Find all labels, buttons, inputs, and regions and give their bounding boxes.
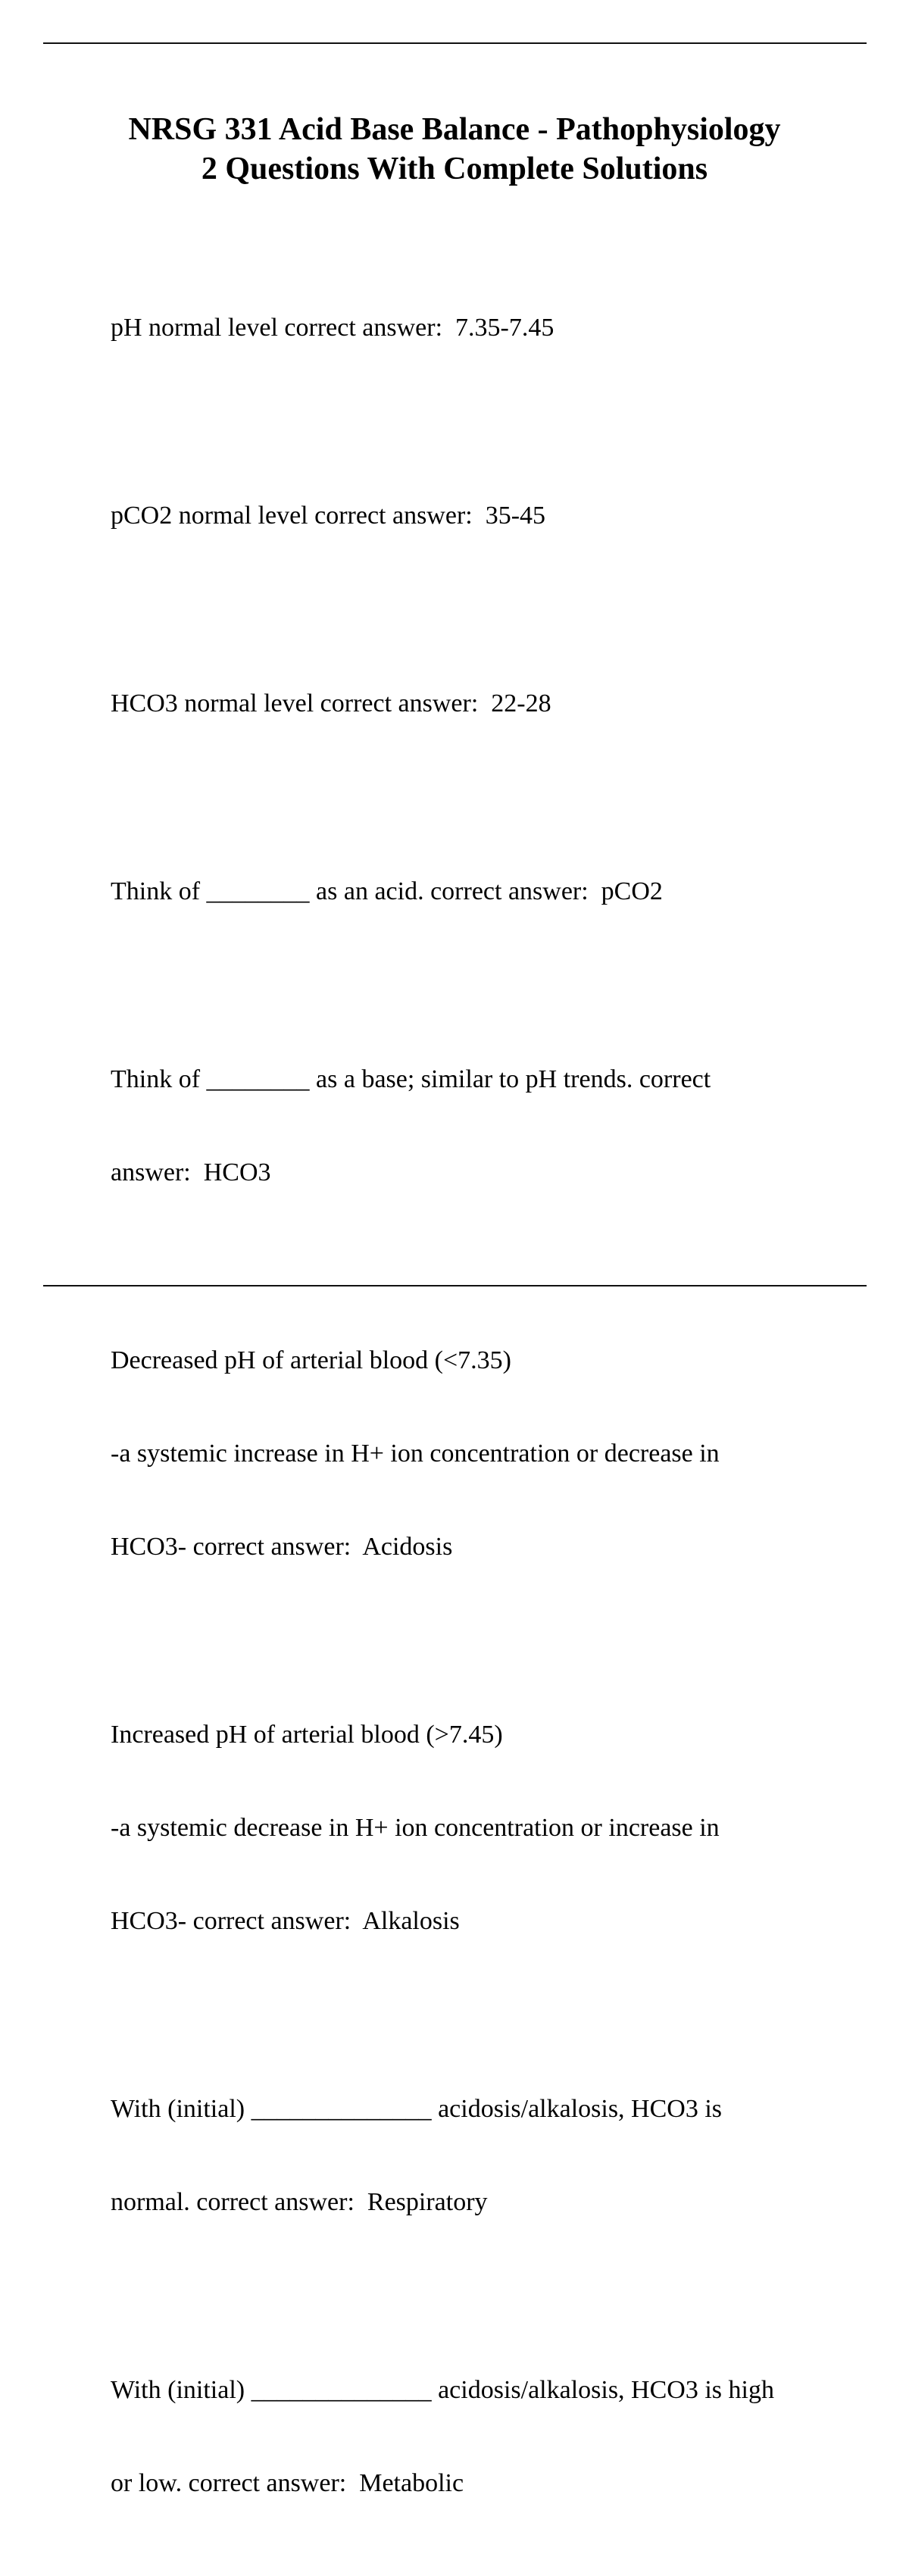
qa-line: -a systemic increase in H+ ion concentration or decrease in — [111, 1440, 720, 1468]
qa-line: -a systemic decrease in H+ ion concentration or increase in — [111, 1814, 720, 1842]
qa-line: HCO3 normal level correct answer: 22-28 — [111, 689, 551, 717]
qa-item — [111, 2031, 838, 2280]
qa-item — [111, 814, 838, 969]
qa-line: answer: HCO3 — [111, 1158, 271, 1186]
qa-line: Think of ________ as a base; similar to pH trends. correct — [111, 1065, 711, 1093]
qa-item — [111, 250, 838, 405]
qa-line: With (initial) ______________ acidosis/alkalosis, HCO3 is — [111, 2095, 723, 2123]
qa-line: or low. correct answer: Metabolic — [111, 2469, 464, 2497]
header-rule — [43, 42, 867, 44]
qa-item — [111, 2312, 838, 2561]
footer-rule — [43, 1285, 867, 1286]
document-title — [76, 110, 833, 189]
qa-line: HCO3- correct answer: Alkalosis — [111, 1907, 460, 1935]
qa-line: Decreased pH of arterial blood (<7.35) — [111, 1346, 511, 1374]
qa-line: pH normal level correct answer: 7.35-7.45 — [111, 314, 554, 342]
qa-item — [111, 1002, 838, 1250]
title-line-2: 2 Questions With Complete Solutions — [201, 152, 708, 186]
qa-line: Think of ________ as an acid. correct answer: pCO2 — [111, 877, 663, 905]
qa-line: With (initial) ______________ acidosis/alkalosis, HCO3 is high — [111, 2376, 774, 2404]
qa-line: Increased pH of arterial blood (>7.45) — [111, 1721, 503, 1749]
qa-item — [111, 1283, 838, 1624]
qa-line: HCO3- correct answer: Acidosis — [111, 1533, 453, 1561]
qa-item — [111, 1657, 838, 1999]
question-answer-list — [111, 250, 838, 2576]
qa-line: pCO2 normal level correct answer: 35-45 — [111, 502, 546, 530]
qa-item — [111, 626, 838, 781]
title-line-1: NRSG 331 Acid Base Balance - Pathophysiology — [128, 112, 781, 147]
qa-line: normal. correct answer: Respiratory — [111, 2188, 488, 2216]
qa-item — [111, 438, 838, 593]
